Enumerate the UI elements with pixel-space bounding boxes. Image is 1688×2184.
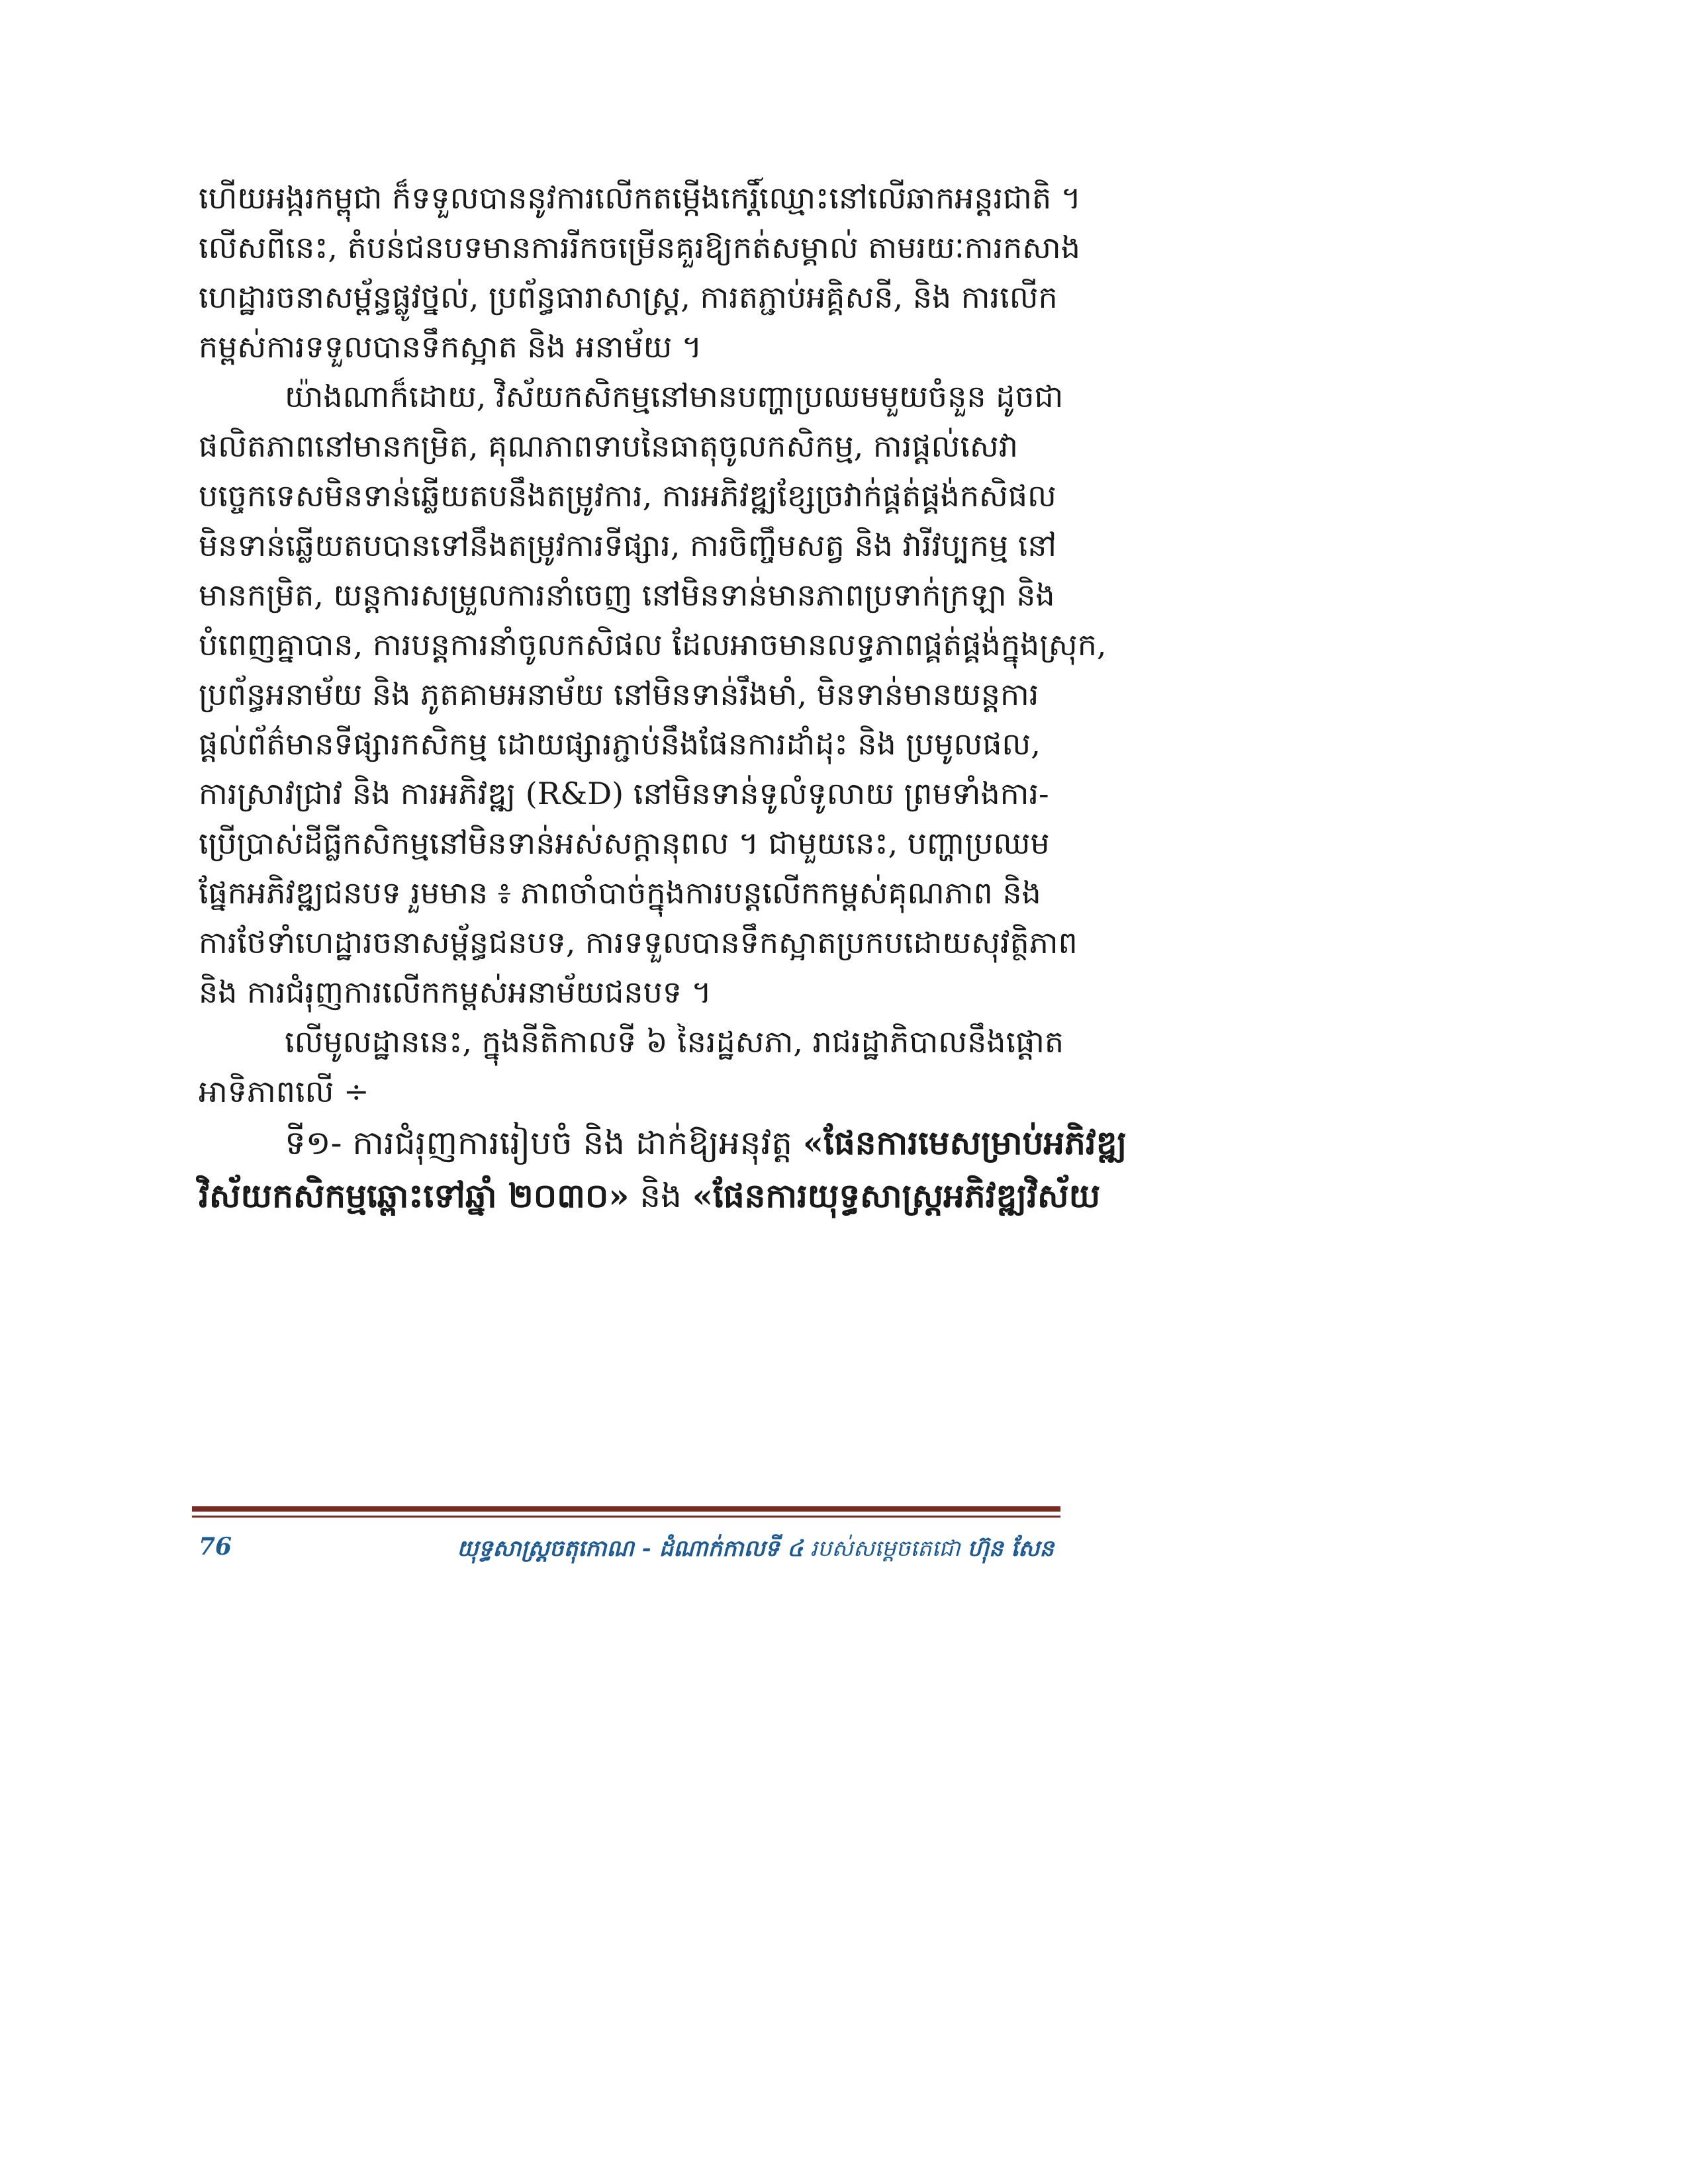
footer-author-name: ហ៊ុន សែន (967, 1535, 1054, 1562)
paragraph-line: លើសពីនេះ, តំបន់ជនបទមានការរីកចម្រើនគួរឱ្យកត់សម្គាល់ តាមរយៈការកសាង (199, 230, 1080, 265)
item-1-plan-title-b: វិស័យកសិកម្មឆ្ពោះទៅឆ្នាំ ២០៣០» (199, 1176, 630, 1215)
paragraph-line: និង ការជំរុញការលើកកម្ពស់អនាម័យជនបទ ។ (199, 974, 712, 1010)
footer-author-prefix: របស់សម្តេចតេជោ (803, 1535, 968, 1562)
item-1-line-1 (199, 1116, 1127, 1169)
paragraph-line: ការស្រាវជ្រាវ និង ការអភិវឌ្ឍ (R&D) នៅមិនទាន់ទូលំទូលាយ ព្រមទាំងការ- (199, 776, 1049, 811)
paragraph-line: បំពេញគ្នាបាន, ការបន្តការនាំចូលកសិផល ដែលអាចមានលទ្ធភាពផ្គត់ផ្គង់ក្នុងស្រុក, (199, 627, 1107, 662)
paragraph-line: លើមូលដ្ឋាននេះ, ក្នុងនីតិកាលទី ៦ នៃរដ្ឋសភា, រាជរដ្ឋាភិបាលនឹងផ្តោត (285, 1024, 1064, 1060)
paragraph-line: ការថែទាំហេដ្ឋារចនាសម្ព័ន្ធជនបទ, ការទទួលបានទឹកស្អាតប្រកបដោយសុវត្ថិភាព (199, 925, 1078, 960)
paragraph-line: ផ្នែកអភិវឌ្ឍជនបទ រួមមាន ៖ ភាពចាំបាច់ក្នុងការបន្តលើកកម្ពស់គុណភាព និង (199, 875, 1041, 911)
item-1-plan-title-a: «ផែនការមេសម្រាប់អភិវឌ្ឍ (802, 1123, 1127, 1162)
page-number: 76 (199, 1533, 232, 1561)
paragraph-line: មានកម្រិត, យន្តការសម្រួលការនាំចេញ នៅមិនទាន់មានភាពប្រទាក់ក្រឡា និង (199, 577, 1055, 613)
footer-rule-thick (192, 1506, 1060, 1512)
footer-rule-thin (192, 1516, 1060, 1518)
paragraph-line: អាទិភាពលើ ÷ (199, 1073, 369, 1109)
paragraph-line: កម្ពស់ការទទួលបានទឹកស្អាត និង អនាម័យ ។ (199, 329, 702, 365)
item-1-conjunction: និង (629, 1177, 692, 1215)
footer-book-title: យុទ្ធសាស្ត្រចតុកោណ - ដំណាក់កាលទី ៤ (457, 1535, 804, 1562)
paragraph-line: ផ្តល់ព័ត៌មានទីផ្សារកសិកម្ម ដោយផ្សារភ្ជាប់នឹងផែនការដាំដុះ និង ប្រមូលផល, (199, 726, 1041, 762)
item-1-plan-title-c: «ផែនការយុទ្ធសាស្ត្រអភិវឌ្ឍវិស័យ (692, 1176, 1101, 1215)
paragraph-line: ប្រព័ន្ធអនាម័យ និង ភូតគាមអនាម័យ នៅមិនទាន់រឹងមាំ, មិនទាន់មានយន្តការ (199, 676, 1039, 712)
body-text (199, 173, 1127, 1222)
paragraph-line: បច្ចេកទេសមិនទាន់ឆ្លើយតបនឹងតម្រូវការ, ការអភិវឌ្ឍខ្សែច្រវាក់ផ្គត់ផ្គង់កសិផល (199, 478, 1056, 514)
item-1-line-2 (199, 1169, 1101, 1222)
paragraph-line: ហេដ្ឋារចនាសម្ព័ន្ធផ្លូវថ្នល់, ប្រព័ន្ធធារាសាស្ត្រ, ការតភ្ជាប់អគ្គិសនី, និង ការលើក (199, 279, 1058, 315)
item-1-lead: ទី១- ការជំរុញការរៀបចំ និង ដាក់ឱ្យអនុវត្ត (285, 1124, 803, 1162)
paragraph-line: ផលិតភាពនៅមានកម្រិត, គុណភាពទាបនៃធាតុចូលកសិកម្ម, ការផ្តល់សេវា (199, 428, 1018, 464)
paragraph-line: ប្រើប្រាស់ដីធ្លីកសិកម្មនៅមិនទាន់អស់សក្តានុពល ។ ជាមួយនេះ, បញ្ហាប្រឈម (199, 825, 1050, 861)
paragraph-line: ហើយអង្ករកម្ពុជា ក៏ទទួលបាននូវការលើកតម្កើងកេរ្តិ៍ឈ្មោះនៅលើឆាកអន្តរជាតិ ។ (199, 180, 1082, 216)
paragraph-line: យ៉ាងណាក៏ដោយ, វិស័យកសិកម្មនៅមានបញ្ហាប្រឈមមួយចំនួន ដូចជា (285, 379, 1064, 414)
paragraph-line: មិនទាន់ឆ្លើយតបបានទៅនឹងតម្រូវការទីផ្សារ, ការចិញ្ចឹមសត្វ និង វារីវប្បកម្ម នៅ (199, 527, 1057, 563)
running-footer-title (457, 1534, 1054, 1567)
